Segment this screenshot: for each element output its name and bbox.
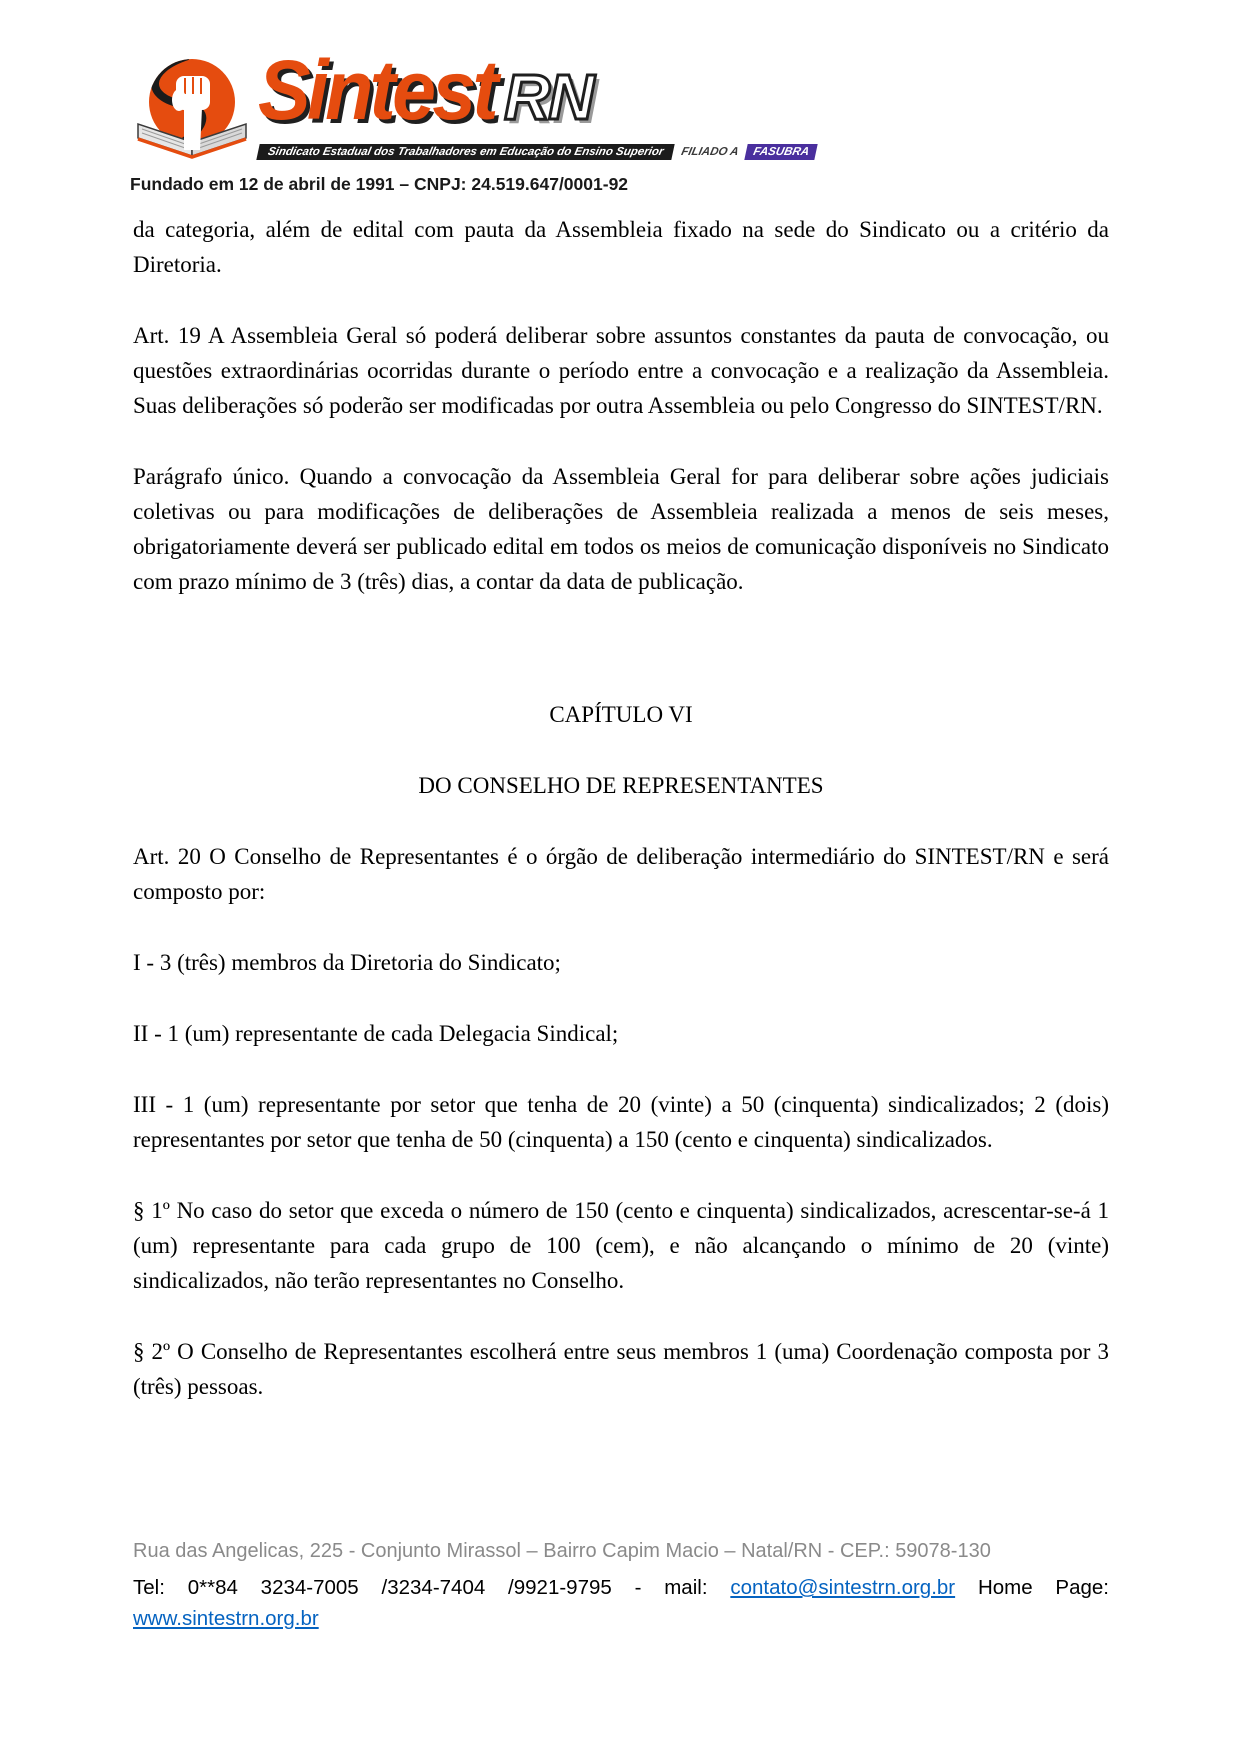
brand-text: Sintest: [258, 43, 495, 137]
tagline-text: Sindicato Estadual dos Trabalhadores em Educação do Ensino Superior: [256, 144, 675, 160]
paragraph-art-19: Art. 19 A Assembleia Geral só poderá deliberar sobre assuntos constantes da pauta de convocação, ou questões extraordinárias ocorridas durante o período entre a convocação e a realização da Assembleia. Suas deliberações só poderão ser modificadas por outra Assembleia ou pelo Congresso do SINTEST/RN.: [133, 323, 1109, 418]
footer-tel-text: Tel: 0**84 3234-7005 /3234-7404 /9921-9795 - mail:: [133, 1576, 708, 1599]
page-footer: [133, 1538, 1109, 1631]
footer-homepage-label: Home Page:: [977, 1576, 1110, 1599]
document-body: [133, 212, 1109, 1440]
list-item-ii: II - 1 (um) representante de cada Delegacia Sindical;: [133, 1021, 619, 1046]
paragraph-section-1: § 1º No caso do setor que exceda o número de 150 (cento e cinquenta) sindicalizados, acrescentar-se-á 1 (um) representante para cada grupo de 100 (cem), e não alcançando o mínimo de 20 (vinte) sindicalizados, não terão representantes no Conselho.: [133, 1198, 1109, 1293]
paragraph-section-2: § 2º O Conselho de Representantes escolherá entre seus membros 1 (uma) Coordenação composta por 3 (três) pessoas.: [133, 1339, 1109, 1399]
affiliation-badge: FASUBRA: [745, 144, 818, 160]
fist-book-logo-icon: [130, 58, 256, 166]
founded-cnpj-line: Fundado em 12 de abril de 1991 – CNPJ: 24.519.647/0001-92: [130, 174, 629, 194]
letterhead: [130, 43, 830, 195]
affiliation-prefix: FILIADO A: [680, 146, 740, 158]
chapter-heading: CAPÍTULO VI: [549, 702, 693, 727]
footer-address: Rua das Angelicas, 225 - Conjunto Mirassol – Bairro Capim Macio – Natal/RN - CEP.: 59078-130: [133, 1540, 991, 1562]
paragraph-continuation: da categoria, além de edital com pauta da Assembleia fixado na sede do Sindicato ou a critério da Diretoria.: [133, 217, 1109, 277]
footer-website-link[interactable]: www.sintestrn.org.br: [133, 1607, 319, 1630]
paragraph-paragrafo-unico: Parágrafo único. Quando a convocação da Assembleia Geral for para deliberar sobre ações judiciais coletivas ou para modificações de deliberações de Assembleia realizada a menos de seis meses, obrigatoriamente deverá ser publicado edital em todos os meios de comunicação disponíveis no Sindicato com prazo mínimo de 3 (três) dias, a contar da data de publicação.: [133, 464, 1109, 594]
footer-email-link[interactable]: contato@sintestrn.org.br: [730, 1576, 956, 1599]
list-item-iii: III - 1 (um) representante por setor que tenha de 20 (vinte) a 50 (cinquenta) sindicalizados; 2 (dois) representantes por setor que tenha de 50 (cinquenta) a 150 (cento e cinquenta) sindicalizados.: [133, 1092, 1109, 1152]
chapter-subheading: DO CONSELHO DE REPRESENTANTES: [418, 773, 824, 798]
sintest-logo: [130, 43, 811, 166]
footer-contact-line: [133, 1574, 1109, 1601]
logo-tagline-strip: [256, 144, 817, 160]
brand-suffix-text: RN: [504, 61, 593, 133]
paragraph-art-20: Art. 20 O Conselho de Representantes é o órgão de deliberação intermediário do SINTEST/RN e será composto por:: [133, 844, 1109, 904]
brand-wordmark: [258, 42, 593, 139]
list-item-i: I - 3 (três) membros da Diretoria do Sindicato;: [133, 950, 561, 975]
